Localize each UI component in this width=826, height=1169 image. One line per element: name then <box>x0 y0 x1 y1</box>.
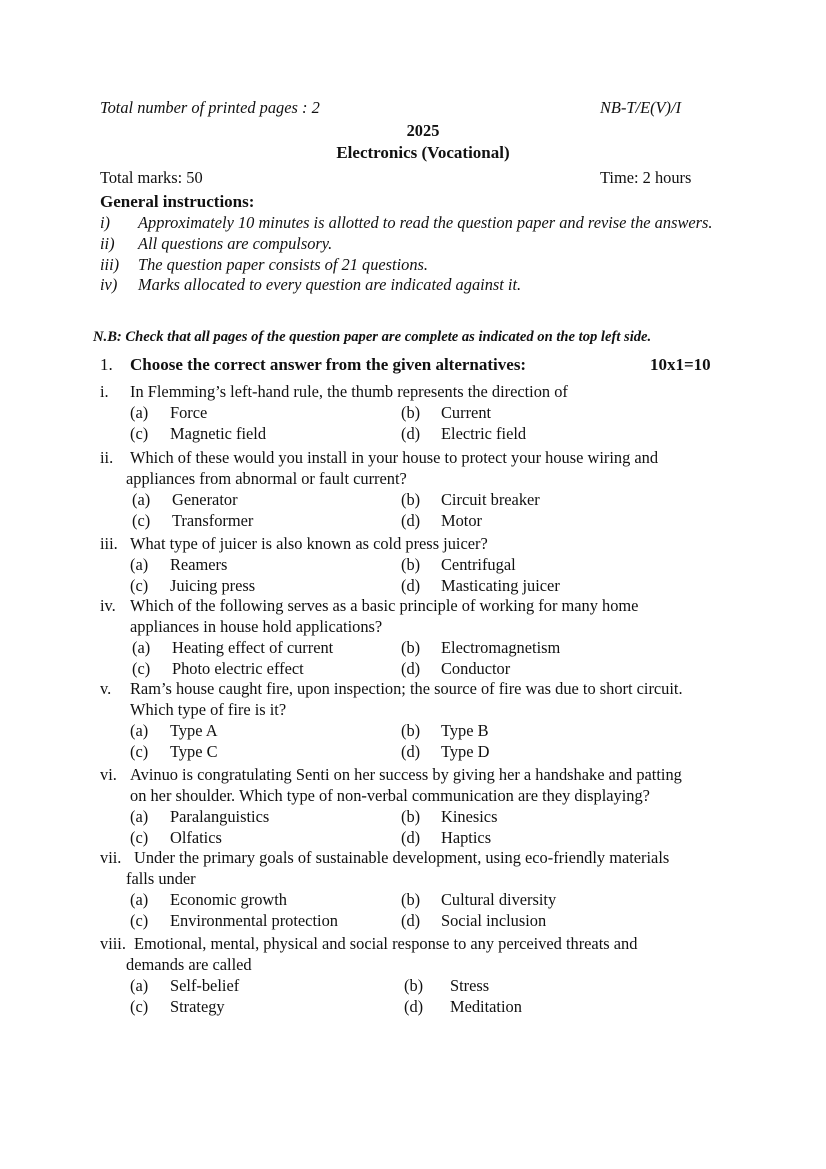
time-allowed: Time: 2 hours <box>600 168 692 187</box>
question-text-cont: Which type of fire is it? <box>130 699 287 719</box>
question-text: Under the primary goals of sustainable development, using eco-friendly materials <box>134 848 670 867</box>
option-text: Stress <box>450 975 490 995</box>
question-text: Avinuo is congratulating Senti on her success by giving her a handshake and patting <box>130 765 682 784</box>
question-num: iv. <box>100 596 116 615</box>
section-heading <box>100 355 526 376</box>
total-marks: Total marks: 50 <box>100 168 203 187</box>
option-text: Meditation <box>450 996 522 1016</box>
options <box>100 638 750 680</box>
option-text: Centrifugal <box>441 554 516 574</box>
instruction-num: ii) <box>100 233 115 253</box>
option-d <box>401 576 560 597</box>
option-letter: (a) <box>130 720 149 740</box>
exam-year: 2025 <box>406 121 440 140</box>
option-a <box>130 976 239 997</box>
option-text: Environmental protection <box>170 910 338 930</box>
option-text: Olfatics <box>170 827 222 847</box>
option-text: Heating effect of current <box>172 637 334 657</box>
option-text: Magnetic field <box>170 423 267 443</box>
option-text: Self-belief <box>170 975 240 995</box>
option-b <box>401 890 556 911</box>
options <box>100 721 750 763</box>
instruction-text: Approximately 10 minutes is allotted to read the question paper and revise the answers. <box>138 213 713 232</box>
options <box>100 976 750 1018</box>
question-num: ii. <box>100 448 114 467</box>
option-c <box>130 997 225 1018</box>
instructions-list <box>100 213 750 296</box>
option-letter: (d) <box>401 910 421 930</box>
option-text: Type C <box>170 741 218 761</box>
option-letter: (a) <box>130 402 149 422</box>
option-d <box>401 511 482 532</box>
option-letter: (a) <box>132 489 151 509</box>
option-text: Paralanguistics <box>170 806 270 826</box>
option-letter: (b) <box>401 720 421 740</box>
options <box>100 490 750 532</box>
printed-pages-note: Total number of printed pages : 2 <box>100 98 320 117</box>
option-letter: (c) <box>130 827 149 847</box>
option-d <box>404 997 522 1018</box>
option-text: Kinesics <box>441 806 498 826</box>
option-text: Electric field <box>441 423 527 443</box>
option-a <box>132 638 333 659</box>
question-text: Emotional, mental, physical and social response to any perceived threats and <box>134 934 638 953</box>
option-b <box>401 490 540 511</box>
options <box>100 807 750 849</box>
option-b <box>404 976 489 997</box>
option-b <box>401 403 491 424</box>
question-3 <box>100 534 750 597</box>
question-4 <box>100 596 750 680</box>
option-d <box>401 828 491 849</box>
question-text: Ram’s house caught fire, upon inspection; the source of fire was due to short circuit. <box>130 679 683 698</box>
option-text: Photo electric effect <box>172 658 304 678</box>
section-num: 1. <box>100 355 113 374</box>
option-text: Force <box>170 402 208 422</box>
option-d <box>401 742 489 763</box>
option-b <box>401 807 497 828</box>
instruction-item <box>100 255 750 276</box>
option-text: Haptics <box>441 827 492 847</box>
option-c <box>130 828 222 849</box>
option-text: Electromagnetism <box>441 637 561 657</box>
option-c <box>132 659 304 680</box>
option-letter: (a) <box>132 637 151 657</box>
instruction-num: iii) <box>100 254 120 274</box>
subject-title: Electronics (Vocational) <box>336 143 510 162</box>
question-num: iii. <box>100 534 118 553</box>
question-num: v. <box>100 679 112 698</box>
option-letter: (c) <box>132 658 151 678</box>
option-a <box>130 403 207 424</box>
section-marks: 10x1=10 <box>650 355 711 374</box>
option-letter: (d) <box>401 510 421 530</box>
nb-note: N.B: Check that all pages of the question paper are complete as indicated on the top left side. <box>93 329 652 345</box>
question-text: In Flemming’s left-hand rule, the thumb represents the direction of <box>130 382 568 401</box>
option-a <box>130 807 269 828</box>
option-b <box>401 638 560 659</box>
option-text: Reamers <box>170 554 228 574</box>
option-letter: (b) <box>401 806 421 826</box>
option-text: Motor <box>441 510 482 530</box>
option-d <box>401 659 510 680</box>
option-letter: (b) <box>401 489 421 509</box>
options <box>100 890 750 932</box>
question-num: viii. <box>100 934 126 953</box>
option-c <box>130 911 338 932</box>
options <box>100 403 750 445</box>
option-letter: (b) <box>404 975 424 995</box>
options <box>100 555 750 597</box>
question-text-cont: falls under <box>126 868 196 888</box>
option-letter: (a) <box>130 554 149 574</box>
option-a <box>130 721 218 742</box>
option-text: Masticating juicer <box>441 575 560 595</box>
instruction-item <box>100 234 750 255</box>
option-text: Type B <box>441 720 489 740</box>
question-text-cont: appliances from abnormal or fault current? <box>126 468 407 488</box>
question-7 <box>100 848 750 932</box>
instruction-item <box>100 275 750 296</box>
option-c <box>132 511 253 532</box>
option-letter: (d) <box>401 827 421 847</box>
option-letter: (c) <box>132 510 151 530</box>
option-a <box>132 490 238 511</box>
option-letter: (b) <box>401 554 421 574</box>
question-text-cont: demands are called <box>126 954 252 974</box>
option-b <box>401 721 489 742</box>
option-text: Transformer <box>172 510 254 530</box>
question-text: Which of these would you install in your house to protect your house wiring and <box>130 448 659 467</box>
option-text: Current <box>441 402 492 422</box>
option-letter: (c) <box>130 741 149 761</box>
option-letter: (c) <box>130 996 149 1016</box>
option-text: Conductor <box>441 658 511 678</box>
question-text: Which of the following serves as a basic principle of working for many home <box>130 596 639 615</box>
option-c <box>130 742 218 763</box>
question-text-cont: appliances in house hold applications? <box>130 616 383 636</box>
option-letter: (d) <box>404 996 424 1016</box>
instructions-heading: General instructions: <box>100 192 255 211</box>
instruction-item <box>100 213 750 234</box>
option-letter: (d) <box>401 575 421 595</box>
option-text: Generator <box>172 489 238 509</box>
question-num: vii. <box>100 848 122 867</box>
option-a <box>130 555 227 576</box>
option-letter: (d) <box>401 423 421 443</box>
question-num: vi. <box>100 765 117 784</box>
option-letter: (c) <box>130 910 149 930</box>
question-text: What type of juicer is also known as cold press juicer? <box>130 534 488 553</box>
option-letter: (b) <box>401 637 421 657</box>
option-text: Type A <box>170 720 218 740</box>
option-c <box>130 424 266 445</box>
option-text: Social inclusion <box>441 910 547 930</box>
option-text: Strategy <box>170 996 225 1016</box>
paper-code: NB-T/E(V)/I <box>600 98 682 117</box>
option-letter: (c) <box>130 423 149 443</box>
question-num: i. <box>100 382 109 401</box>
instruction-text: The question paper consists of 21 questions. <box>138 254 429 274</box>
option-letter: (d) <box>401 658 421 678</box>
option-letter: (b) <box>401 889 421 909</box>
instruction-text: Marks allocated to every question are indicated against it. <box>138 275 522 295</box>
instruction-num: i) <box>100 213 111 232</box>
option-letter: (d) <box>401 741 421 761</box>
option-text: Circuit breaker <box>441 489 540 509</box>
option-d <box>401 911 546 932</box>
option-letter: (a) <box>130 889 149 909</box>
option-letter: (a) <box>130 975 149 995</box>
option-b <box>401 555 516 576</box>
question-text-cont: on her shoulder. Which type of non-verbal communication are they displaying? <box>130 785 650 805</box>
option-text: Economic growth <box>170 889 287 909</box>
section-title: Choose the correct answer from the given alternatives: <box>130 355 527 374</box>
question-1 <box>100 382 750 445</box>
option-a <box>130 890 287 911</box>
instruction-text: All questions are compulsory. <box>138 233 333 253</box>
option-text: Juicing press <box>170 575 256 595</box>
option-d <box>401 424 526 445</box>
question-6 <box>100 765 750 849</box>
question-5 <box>100 679 750 763</box>
question-8 <box>100 934 750 1018</box>
question-2 <box>100 448 750 532</box>
option-c <box>130 576 255 597</box>
option-text: Type D <box>441 741 490 761</box>
instruction-num: iv) <box>100 275 118 295</box>
option-letter: (c) <box>130 575 149 595</box>
option-letter: (b) <box>401 402 421 422</box>
option-text: Cultural diversity <box>441 889 557 909</box>
option-letter: (a) <box>130 806 149 826</box>
